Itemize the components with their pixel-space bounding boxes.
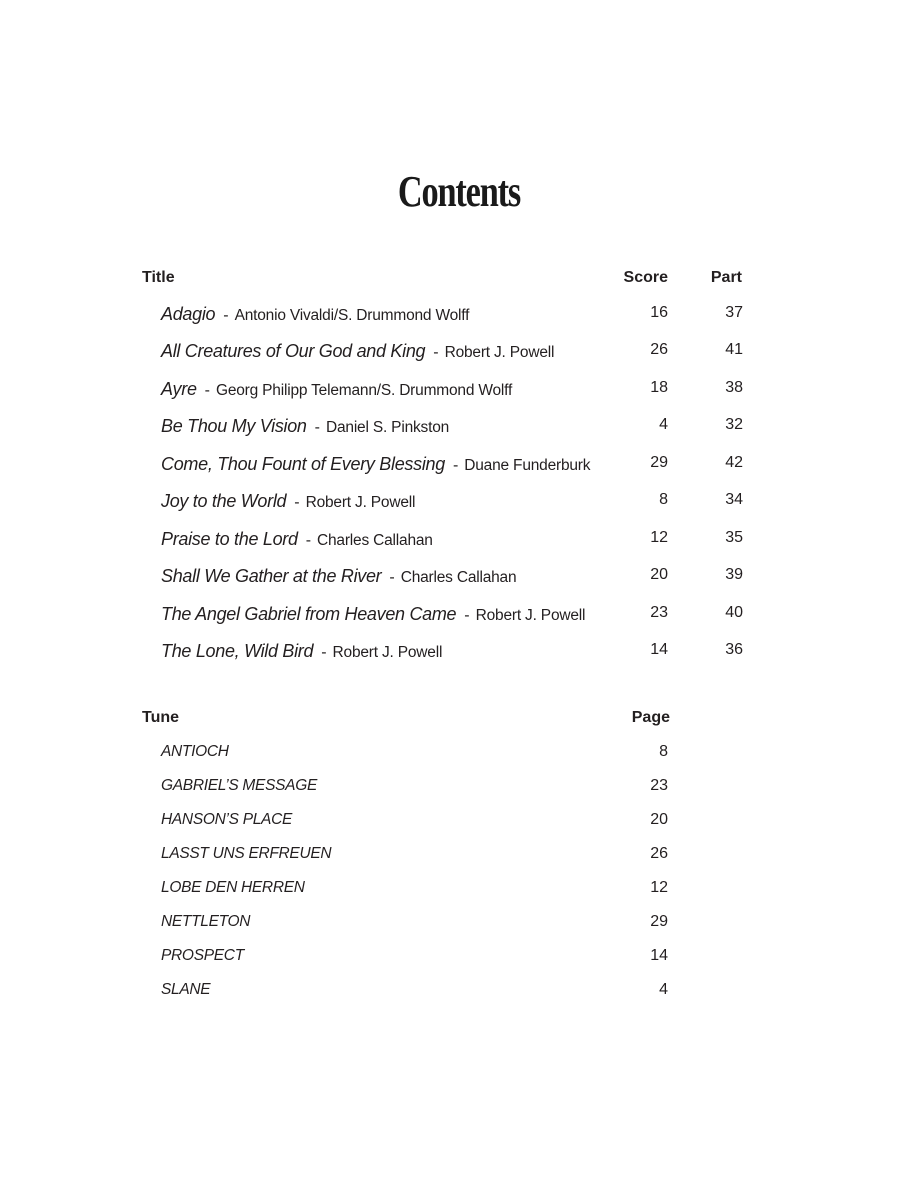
title-cell — [161, 304, 469, 325]
title-cell — [161, 566, 516, 587]
tune-name: NETTLETON — [161, 913, 251, 930]
part-page: 36 — [725, 641, 743, 658]
title-row — [0, 491, 900, 515]
score-page: 12 — [650, 529, 668, 546]
tune-row — [0, 947, 900, 971]
composer: Robert J. Powell — [475, 607, 586, 624]
song-title: Adagio — [161, 304, 216, 324]
tune-name: PROSPECT — [161, 947, 244, 964]
part-page: 41 — [725, 341, 743, 358]
composer: Charles Callahan — [400, 569, 517, 586]
separator: - — [314, 419, 320, 436]
score-page: 26 — [650, 341, 668, 358]
song-title: Praise to the Lord — [161, 529, 298, 549]
part-page: 40 — [725, 604, 743, 621]
tune-row — [0, 811, 900, 835]
composer: Robert J. Powell — [305, 494, 416, 511]
part-page: 35 — [725, 529, 743, 546]
separator: - — [433, 344, 439, 361]
tune-page: 23 — [650, 777, 668, 794]
song-title: Come, Thou Fount of Every Blessing — [161, 454, 445, 474]
title-cell — [161, 529, 433, 550]
separator: - — [464, 607, 470, 624]
score-page: 16 — [650, 304, 668, 321]
part-page: 42 — [725, 454, 743, 471]
composer: Daniel S. Pinkston — [325, 419, 450, 436]
separator: - — [294, 494, 300, 511]
tune-page: 14 — [650, 947, 668, 964]
tune-page: 8 — [659, 743, 668, 760]
title-cell — [161, 416, 449, 437]
title-cell — [161, 604, 585, 625]
song-title: The Lone, Wild Bird — [161, 641, 314, 661]
part-column-header: Part — [710, 269, 742, 286]
tune-page: 20 — [650, 811, 668, 828]
score-page: 29 — [650, 454, 668, 471]
composer: Duane Funderburk — [464, 457, 591, 474]
part-page: 38 — [725, 379, 743, 396]
song-title: Joy to the World — [161, 491, 287, 511]
tune-name: ANTIOCH — [161, 743, 229, 760]
separator: - — [452, 457, 459, 474]
tune-page: 12 — [650, 879, 668, 896]
song-title: Shall We Gather at the River — [161, 566, 382, 586]
score-page: 8 — [659, 491, 668, 508]
page-title: Contents — [397, 167, 521, 216]
title-cell — [161, 454, 590, 475]
separator: - — [389, 569, 395, 586]
song-title: Ayre — [161, 379, 197, 399]
part-page: 37 — [725, 304, 743, 321]
tune-row — [0, 845, 900, 869]
title-row — [0, 566, 900, 590]
title-cell — [161, 641, 442, 662]
score-page: 23 — [650, 604, 668, 621]
title-row — [0, 641, 900, 665]
title-row — [0, 416, 900, 440]
part-page: 39 — [725, 566, 743, 583]
tune-row — [0, 913, 900, 937]
song-title: All Creatures of Our God and King — [161, 341, 426, 361]
tune-row — [0, 879, 900, 903]
score-page: 20 — [650, 566, 668, 583]
composer: Robert J. Powell — [332, 644, 443, 661]
score-page: 18 — [650, 379, 668, 396]
title-row — [0, 604, 900, 628]
title-cell — [161, 341, 554, 362]
tune-row — [0, 981, 900, 1005]
tune-column-header: Tune — [142, 709, 180, 726]
score-page: 14 — [650, 641, 668, 658]
title-cell — [161, 379, 512, 400]
part-page: 34 — [725, 491, 743, 508]
composer: Robert J. Powell — [444, 344, 555, 361]
composer: Georg Philipp Telemann/S. Drummond Wolff — [215, 382, 513, 399]
tune-name: HANSON’S PLACE — [161, 811, 293, 828]
separator: - — [321, 644, 327, 661]
title-row — [0, 341, 900, 365]
title-row — [0, 304, 900, 328]
part-page: 32 — [725, 416, 743, 433]
composer: Antonio Vivaldi/S. Drummond Wolff — [234, 307, 470, 324]
tune-page: 29 — [650, 913, 668, 930]
song-title: The Angel Gabriel from Heaven Came — [161, 604, 457, 624]
tune-page: 4 — [659, 981, 668, 998]
tune-row — [0, 777, 900, 801]
score-page: 4 — [659, 416, 668, 433]
separator: - — [204, 382, 210, 399]
title-row — [0, 529, 900, 553]
song-title: Be Thou My Vision — [161, 416, 307, 436]
tune-name: LOBE DEN HERREN — [161, 879, 305, 896]
title-cell — [161, 491, 415, 512]
score-column-header: Score — [623, 269, 668, 286]
composer: Charles Callahan — [317, 532, 433, 549]
tune-name: LASST UNS ERFREUEN — [161, 845, 332, 862]
tune-name: GABRIEL’S MESSAGE — [161, 777, 317, 794]
title-row — [0, 454, 900, 478]
title-row — [0, 379, 900, 403]
page-column-header: Page — [631, 709, 670, 726]
tune-name: SLANE — [161, 981, 211, 998]
title-column-header: Title — [142, 269, 175, 286]
separator: - — [223, 307, 229, 324]
tune-page: 26 — [650, 845, 668, 862]
separator: - — [305, 532, 312, 549]
tune-row — [0, 743, 900, 767]
